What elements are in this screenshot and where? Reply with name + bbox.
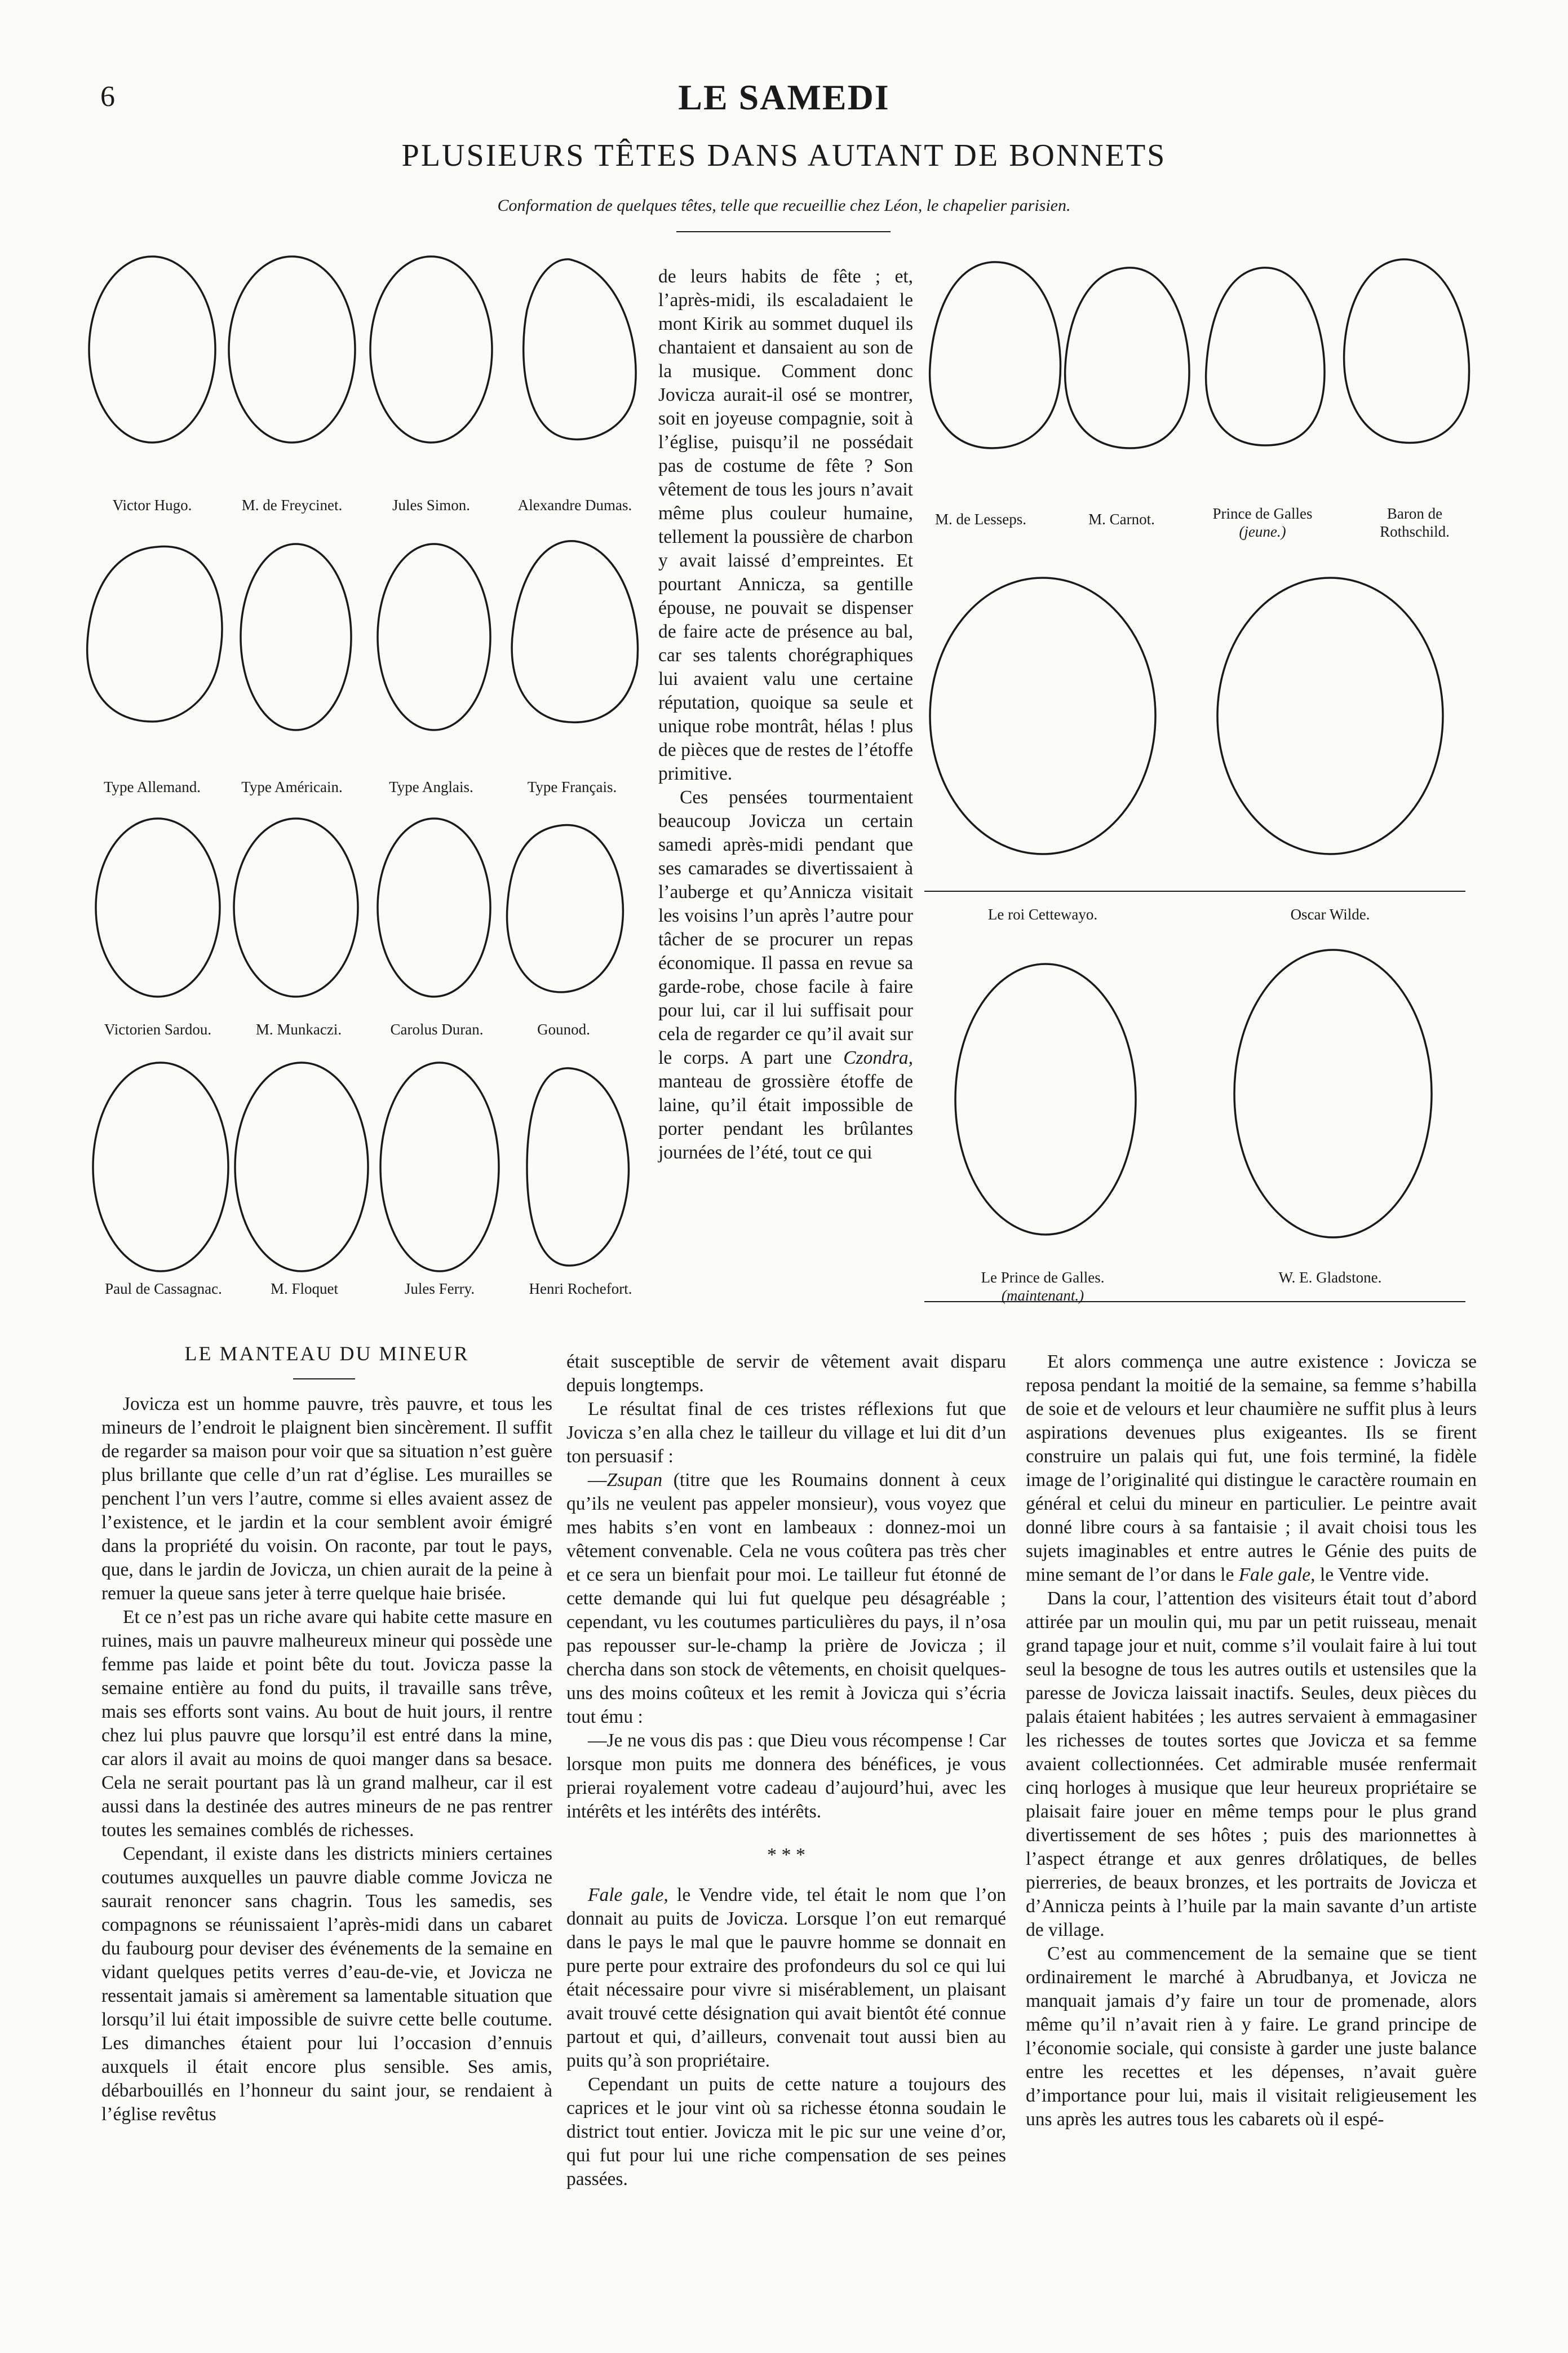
caption-alexandre-dumas: Alexandre Dumas. <box>517 497 632 514</box>
caption-prince-galles-maintenant-sub: (maintenant.) <box>1001 1287 1084 1304</box>
col1-paragraph-1: Jovicza est un homme pauvre, très pauvre, et tous les mineurs de l’endroit le plaignent bien sincèrement. Il suffit de regarder sa maison pour voir que sa situation n’est guère plus brillante que celle d’un rat d’église. Les murailles se penchent l’un vers l’autre, comme si elles avaient assez de l’existence, et le jardin et la cour semblent avoir émigré dans la propriété du voisin. On raconte, par tout le pays, que, dans le jardin de Jovicza, un chien aurait de la peine à remuer la queue sans jeter à terre quelque haie brisée. <box>101 1394 552 1604</box>
caption-oscar-wilde: Oscar Wilde. <box>1290 906 1370 923</box>
caption-floquet: M. Floquet <box>270 1280 338 1297</box>
caption-jules-ferry: Jules Ferry. <box>404 1280 475 1297</box>
masthead: LE SAMEDI <box>678 77 890 117</box>
head-outline <box>507 825 623 992</box>
caption-type-allemand: Type Allemand. <box>103 779 201 795</box>
caption-gounod: Gounod. <box>537 1021 590 1038</box>
title-rule <box>676 231 891 232</box>
head-outline <box>512 541 637 723</box>
col2-paragraph-2: Le résultat final de ces tristes réflexions fut que Jovicza s’en alla chez le tailleur du village et lui dit d’un ton persuasif : <box>566 1399 1006 1467</box>
caption-prince-galles-jeune: Prince de Galles (jeune.) <box>1212 505 1313 541</box>
head-outlines-left <box>79 248 648 1291</box>
caption-type-anglais: Type Anglais. <box>389 779 473 795</box>
col2-paragraph-6: Cependant un puits de cette nature a toujours des caprices et le jour vint où sa richesse étonna soudain le district tout entier. Jovicza mit le pic sur une veine d’or, qui fut pour lui une riche compensation de ses peines passées. <box>566 2074 1006 2190</box>
head-outline <box>89 256 215 443</box>
czondra-term: Czondra, <box>843 1047 914 1068</box>
col2-paragraph-4: —Je ne vous dis pas : que Dieu vous récompense ! Car lorsque mon puits me donnera des bénéfices, je vous prierai royalement votre cadeau d’aujourd’hui, avec les intérêts et les intérêts des intérêts. <box>566 1730 1006 1822</box>
caption-paul-de-cassagnac: Paul de Cassagnac. <box>105 1280 222 1297</box>
article-column-3 <box>1026 1350 1477 2131</box>
caption-freycinet: M. de Freycinet. <box>241 497 343 514</box>
caption-henri-rochefort: Henri Rochefort. <box>529 1280 632 1297</box>
col3-paragraph-3: C’est au commencement de la semaine que se tient ordinairement le marché à Abrudbanya, et Jovicza ne manquait jamais d’y faire un tour de promenade, alors même qu’il n’avait rien à y faire. Le grand principe de l’économie sociale, qui consiste à garder une juste balance entre les recettes et les dépenses, n’avait guère d’importance pour lui, mais il visitait religieusement les uns après les autres tous les cabarets où il espé- <box>1026 1943 1477 2130</box>
head-outline <box>378 544 490 730</box>
narrow-text-column <box>658 265 913 1165</box>
col2-paragraph-3: —Zsupan (titre que les Roumains donnent à ceux qu’ils ne veulent pas appeler monsieur), vous voyez que mes habits s’en vont en lambeaux : donnez-moi un vêtement convenable. Cela ne vous coûtera pas très cher et ce sera un bienfait pour moi. Le tailleur fut étonné de cette demande qui lui fut quelque peu désagréable ; cependant, vu les coutumes particulières du pays, il n’osa pas repousser sur-le-champ la prière de Jovicza ; il chercha dans son stock de vêtements, en choisit quelques-uns des moins coûteux et les remit à Jovicza qui s’écria tout ému : <box>566 1470 1006 1727</box>
col2-paragraph-5: Fale gale, le Vendre vide, tel était le nom que l’on donnait au puits de Jovicza. Lorsque l’on eut remarqué dans le pays le mal que le pauvre homme se donnait en pure perte pour extraire des profondeurs du sol ce qui lui était nécessaire pour vivre si misérablement, un plaisant avait trouvé cette désignation qui avait bientôt été connue partout et qui, d’ailleurs, convenait tout aussi bien au puits qu’à son propriétaire. <box>566 1885 1006 2071</box>
head-outline <box>235 1063 368 1271</box>
caption-munkaczi: M. Munkaczi. <box>255 1021 342 1038</box>
head-outline <box>1217 578 1443 854</box>
fale-gale-term: Fale gale, <box>588 1885 668 1905</box>
head-outline <box>955 964 1136 1235</box>
article-column-1 <box>101 1392 552 2126</box>
right-panel-rule-top <box>924 891 1465 892</box>
caption-rothschild-sub: Rothschild. <box>1380 523 1450 541</box>
head-outline <box>87 546 222 722</box>
page-title: PLUSIEURS TÊTES DANS AUTANT DE BONNETS <box>401 138 1167 173</box>
col3-paragraph-2: Dans la cour, l’attention des visiteurs était tout d’abord attirée par un moulin qui, mu par un petit ruisseau, menait grand tapage jour et nuit, comme s’il voulait faire à lui tout seul la besogne de tous les autres outils et ustensiles que la paresse de Jovicza laissait inactifs. Seules, deux pièces du palais étaient habitées ; les autres servaient à emmagasiner les richesses de toutes sortes que Jovicza et sa femme avaient collectionnées. Cet admirable musée renfermait cinq horloges à musique que leur heureux propriétaire se plaisait faire jouer en même temps pour le plus grand divertissement de ses hôtes ; puis des marionnettes à l’aspect étrange et aux genres drôlatiques, de belles pierreries, de beaux bronzes, et les portraits de Jovicza et d’Annicza peints à l’huile par la main savante d’un artiste de village. <box>1026 1588 1477 1940</box>
article-title: LE MANTEAU DU MINEUR <box>184 1342 469 1365</box>
col2-paragraph-1: était susceptible de servir de vêtement avait disparu depuis longtemps. <box>566 1351 1006 1396</box>
caption-carolus-duran: Carolus Duran. <box>390 1021 484 1038</box>
caption-roi-cettewayo: Le roi Cettewayo. <box>987 906 1098 923</box>
page-number: 6 <box>100 81 115 113</box>
col1-paragraph-2: Et ce n’est pas un riche avare qui habite cette masure en ruines, mais un pauvre malheureux mineur qui possède une femme pas laide et point bête du tout. Jovicza passe la semaine entière au fond du puits, il travaille sans trêve, mais ses efforts sont vains. Au bout de huit jours, il rentre chez lui plus pauvre que lorsqu’il est entré dans la mine, car alors il avait au moins de quoi manger dans sa besace. Cela ne serait pourtant pas là un grand malheur, car il est aussi dans la destinée des autres mineurs de ne pas rentrer toutes les semaines comblés de richesses. <box>101 1607 552 1841</box>
head-outline <box>93 1063 228 1271</box>
page-subtitle: Conformation de quelques têtes, telle que recueillie chez Léon, le chapelier parisien. <box>497 196 1071 215</box>
caption-carnot: M. Carnot. <box>1088 511 1155 528</box>
head-outline <box>234 819 358 997</box>
col1-paragraph-3: Cependant, il existe dans les districts miniers certaines coutumes auxquelles un pauvre diable comme Jovicza ne saurait renoncer sans chagrin. Tous les samedis, ses compagnons se réunissaient l’après-midi dans un cabaret du faubourg pour deviser des événements de la semaine en vidant quelques petits verres d’eau-de-vie, et Jovicza ne ressentait jamais si amèrement sa lamentable situation que lorsqu’il lui était impossible de suivre cette belle coutume. Les dimanches étaient pour lui l’occasion d’ennuis auxquels il était encore plus sensible. Ses amis, débarbouillés en l’honneur du saint jour, se rendaient à l’église revêtus <box>101 1843 552 2125</box>
head-outline <box>380 1063 499 1271</box>
head-outline <box>378 819 490 997</box>
caption-prince-galles-maintenant: Le Prince de Galles. (maintenant.) <box>981 1269 1105 1304</box>
head-outline <box>241 544 351 730</box>
zsupan-term: Zsupan <box>606 1470 663 1490</box>
caption-victor-hugo: Victor Hugo. <box>112 497 192 514</box>
caption-prince-galles-jeune-sub: (jeune.) <box>1239 523 1286 541</box>
caption-jules-simon: Jules Simon. <box>392 497 471 514</box>
narrow-paragraph-2: Ces pensées tourmentaient beaucoup Jovicza un certain samedi après-midi pendant que ses camarades se divertissaient à l’auberge et qu’Annicza visitait les voisins l’un après l’autre pour tâcher de se procurer un repas économique. Il passa en revue sa garde-robe, chose facile à faire pour lui, car il lui suffisait pour cela de regarder ce qu’il avait sur le corps. A part une Czondra, manteau de grossière étoffe de laine, qu’il était impossible de porter pendant les brûlantes journées de l’été, tout ce qui <box>658 787 914 1163</box>
head-outline <box>1344 259 1469 443</box>
fale-gale-term-2: Fale gale, <box>1238 1564 1315 1585</box>
head-outline <box>527 1068 628 1266</box>
head-outline <box>1206 268 1325 445</box>
caption-type-francais: Type Français. <box>527 779 617 795</box>
head-outline <box>96 819 220 997</box>
caption-baron-rothschild: Baron de Rothschild. <box>1347 505 1482 541</box>
col3-paragraph-1: Et alors commença une autre existence : Jovicza se reposa pendant la moitié de la semaine, sa femme s’habilla de soie et de velours et leur chaumière ne suffit plus à leurs aspirations devenues plus exigeantes. Ils se firent construire un palais qui fut, une fois terminé, la fidèle image de l’originalité qui distingue le caractère roumain en général et celui du mineur en particulier. Le peintre avait donné libre cours à sa fantaisie ; il avait choisi tous les sujets imaginables et entre autres le Génie des puits de mine semant de l’or dans le Fale gale, le Ventre vide. <box>1026 1351 1477 1585</box>
caption-victorien-sardou: Victorien Sardou. <box>104 1021 212 1038</box>
article-title-rule <box>293 1378 355 1379</box>
head-outline <box>370 256 492 443</box>
head-outline <box>1234 950 1432 1237</box>
head-outline <box>930 262 1061 448</box>
head-outline <box>1065 268 1189 448</box>
head-outlines-right <box>919 248 1488 1297</box>
head-outline <box>524 259 636 440</box>
caption-gladstone: W. E. Gladstone. <box>1278 1269 1382 1286</box>
section-separator-stars: * * * <box>767 1845 805 1865</box>
caption-de-lesseps: M. de Lesseps. <box>935 511 1026 528</box>
head-outline <box>229 256 355 443</box>
article-column-2 <box>566 1350 1006 2191</box>
head-outline <box>930 578 1155 854</box>
narrow-paragraph-1: de leurs habits de fête ; et, l’après-midi, ils escaladaient le mont Kirik au sommet duquel ils chantaient et dansaient au son de la musique. Comment donc Jovicza aurait-il osé se montrer, soit en joyeuse compagnie, soit à l’église, puisqu’il ne possédait pas de costume de fête ? Son vêtement de tous les jours n’avait même plus couleur humaine, tellement la poussière de charbon y avait laissé d’empreintes. Et pourtant Annicza, sa gentille épouse, ne pouvait se dispenser de faire acte de présence au bal, car ses talents chorégraphiques lui avaient valu une certaine réputation, quoique sa seule et unique robe montrât, hélas ! plus de pièces que de restes de l’étoffe primitive. <box>658 266 913 784</box>
caption-type-americain: Type Américain. <box>241 779 343 795</box>
